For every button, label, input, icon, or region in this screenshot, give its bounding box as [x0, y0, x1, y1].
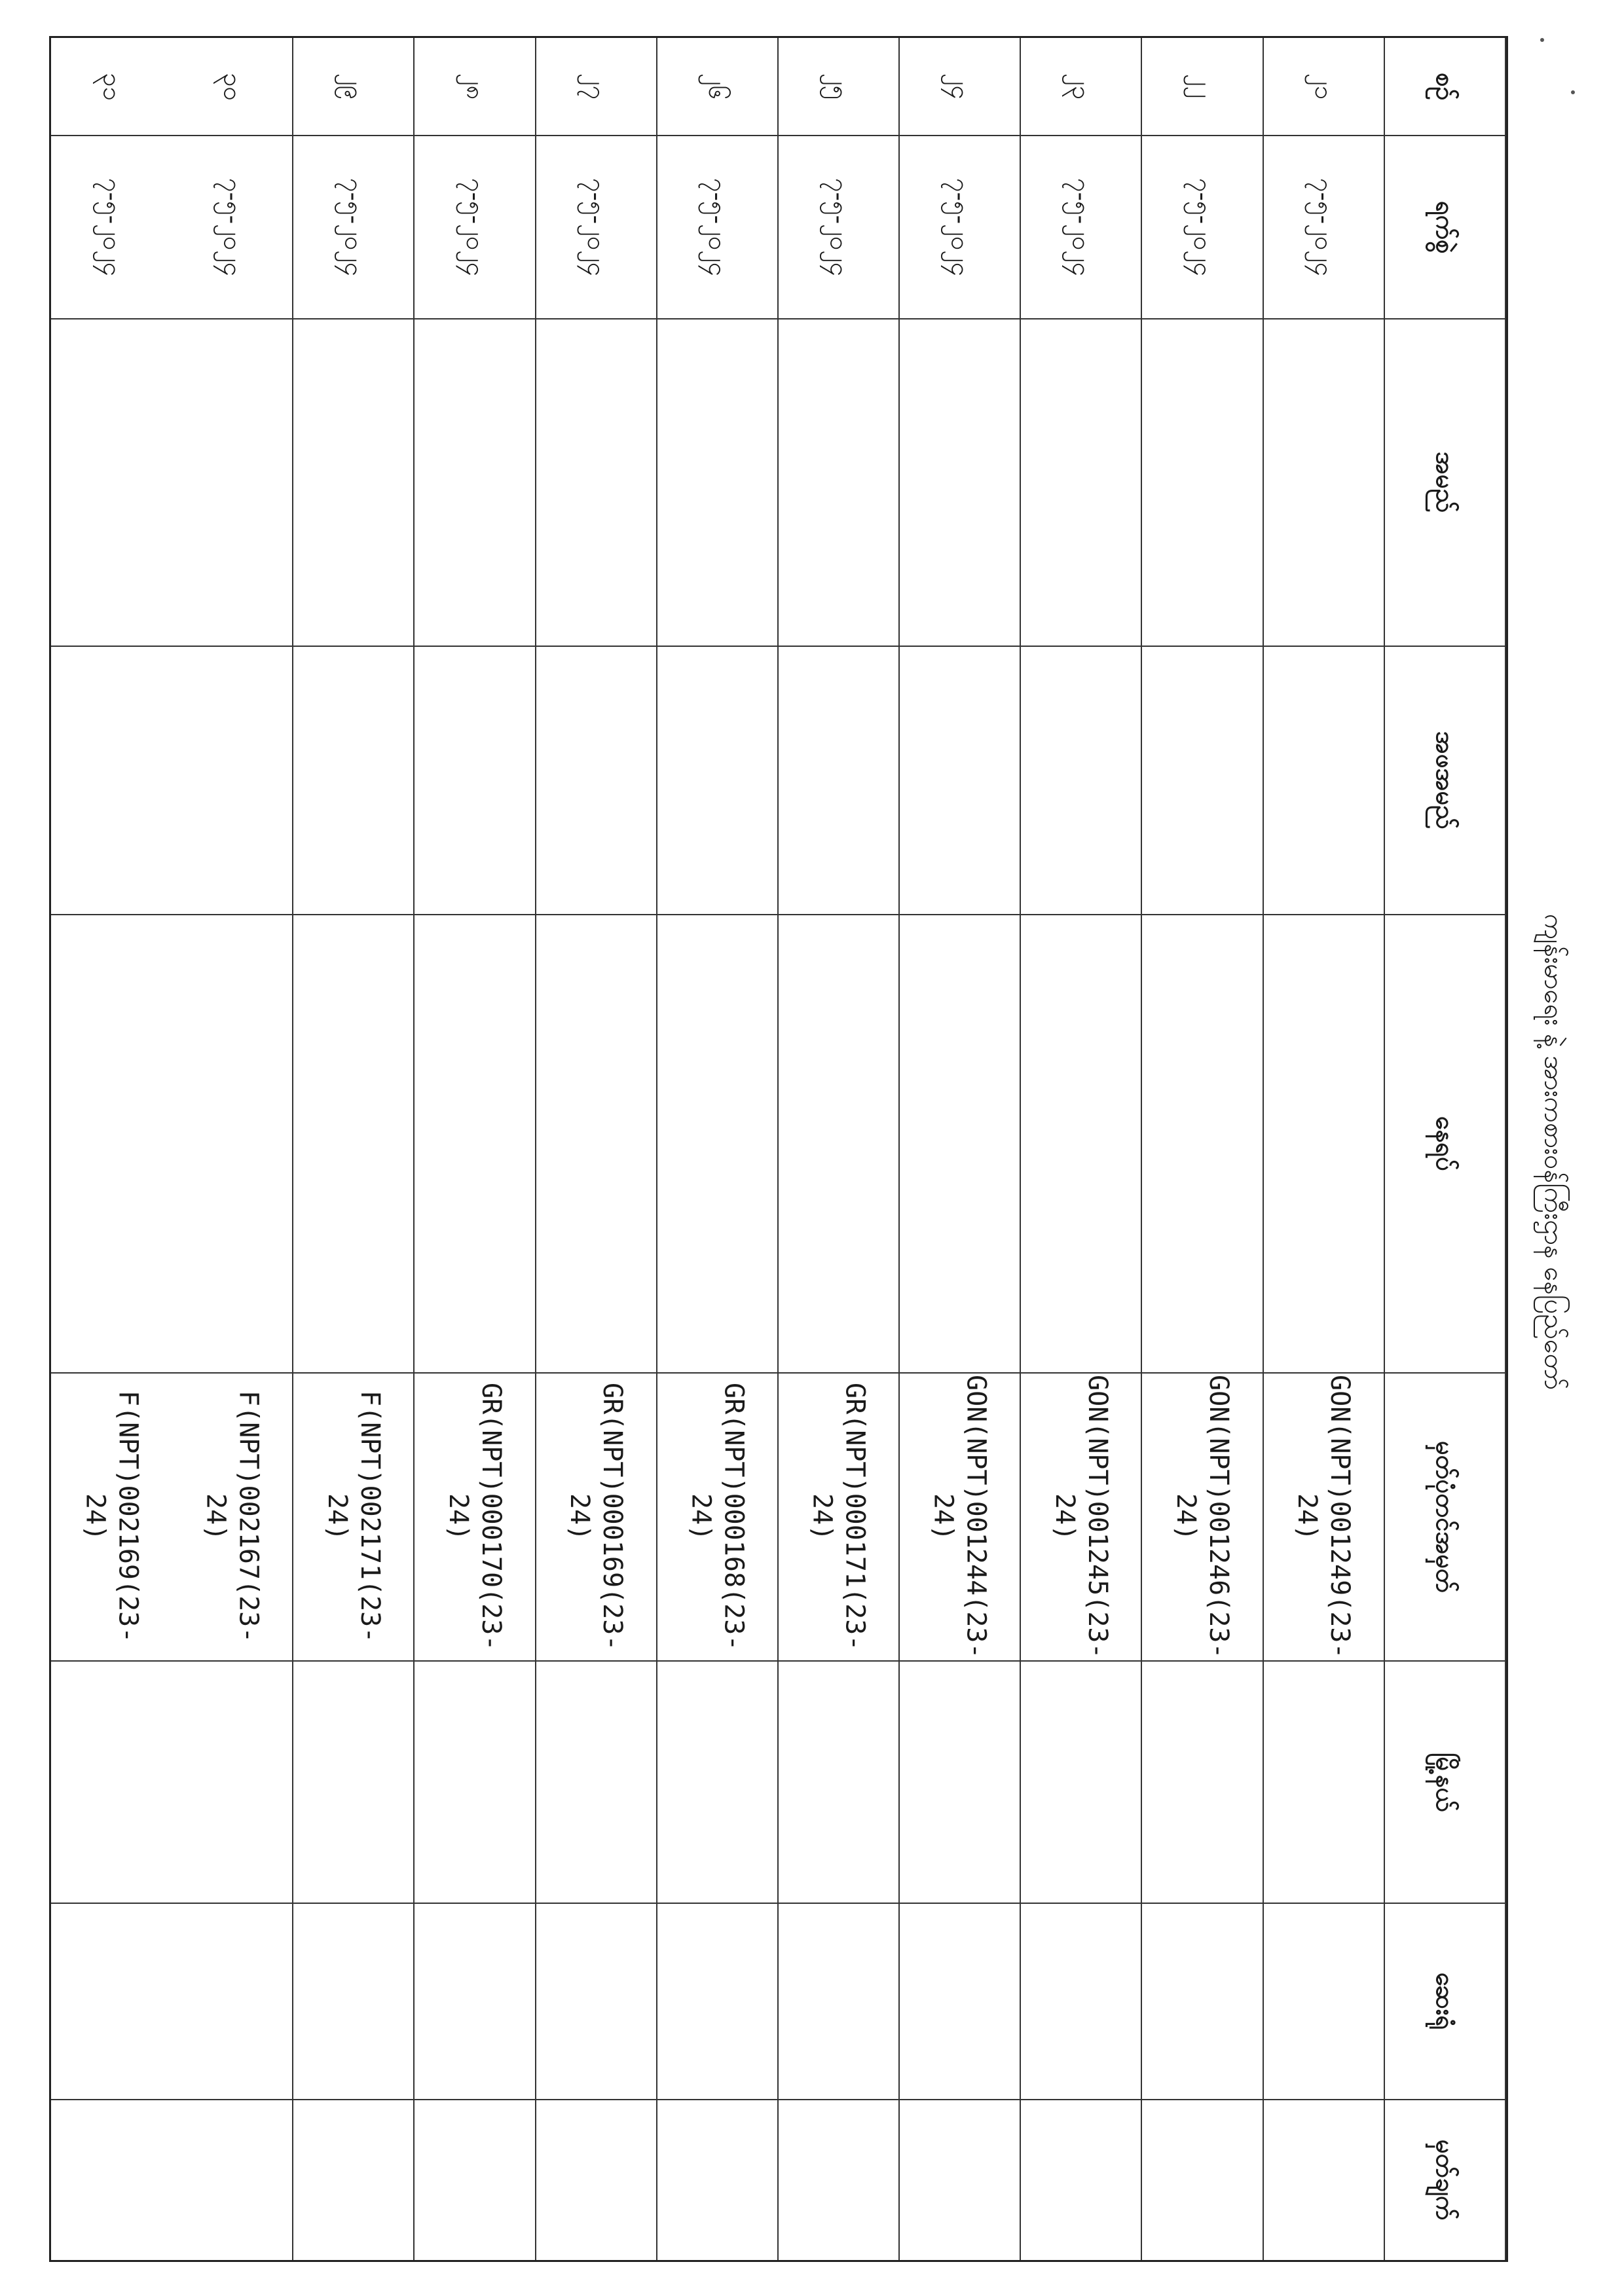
cell-office	[415, 1904, 536, 2099]
column-address	[51, 915, 1506, 1374]
cell-date: ၇-၅-၂၀၂၄	[657, 136, 779, 318]
cell-no: ၃၁	[98, 72, 127, 101]
header-office: ဆေးရုံ	[1385, 1904, 1506, 2099]
cell-township	[1264, 1662, 1385, 1903]
cell-record-no: GON(NPT)001249(23-24)	[1264, 1374, 1385, 1660]
cell-record-no: GR(NPT)000170(23-24)	[415, 1374, 536, 1660]
cell-name	[415, 319, 536, 646]
cell-remark	[1143, 2100, 1264, 2260]
cell-no: ၂၇	[536, 38, 657, 135]
header-no: စဉ်	[1385, 38, 1506, 135]
cell-remark	[172, 2100, 293, 2260]
cell-township	[536, 1662, 657, 1903]
cell-father	[657, 647, 779, 914]
cell-record-no: F(NPT)002169(23-24)	[80, 1391, 143, 1643]
scan-speck	[1540, 38, 1544, 42]
cell-township	[415, 1662, 536, 1903]
cell-address	[51, 915, 172, 1372]
cell-address	[172, 915, 293, 1372]
cell-name	[1264, 319, 1385, 646]
column-record-no	[51, 1374, 1506, 1662]
records-table	[49, 36, 1508, 2262]
cell-remark	[657, 2100, 779, 2260]
cell-address	[1143, 915, 1264, 1372]
cell-remark	[415, 2100, 536, 2260]
cell-record-no: GR(NPT)000171(23-24)	[779, 1374, 900, 1660]
cell-father	[293, 647, 415, 914]
cell-office	[1143, 1904, 1264, 2099]
cell-name	[900, 319, 1021, 646]
cell-father	[51, 647, 172, 914]
cell-township	[1143, 1662, 1264, 1903]
column-name	[51, 319, 1506, 647]
cell-name	[51, 319, 172, 646]
cell-address	[1264, 915, 1385, 1372]
cell-remark	[293, 2100, 415, 2260]
cell-address	[779, 915, 900, 1372]
cell-no: ၂၂	[1143, 38, 1264, 135]
cell-record-no: F(NPT)002171(23-24)	[293, 1374, 415, 1660]
cell-record-no: GON(NPT)001246(23-24)	[1143, 1374, 1264, 1660]
cell-office	[172, 1904, 293, 2099]
column-township	[51, 1662, 1506, 1904]
cell-date: ၇-၅-၂၀၂၄	[293, 136, 415, 318]
cell-office	[657, 1904, 779, 2099]
page-title: ကျန်းမာရေး နဲ့ အားကစားဝန်ကြီးဌာန နေပြည်တော်	[1538, 914, 1569, 1391]
cell-date: ၇-၅-၂၀၂၄	[536, 136, 657, 318]
cell-record-no: GON(NPT)001245(23-24)	[1021, 1374, 1142, 1660]
cell-father	[536, 647, 657, 914]
cell-no: ၂၃	[1021, 38, 1142, 135]
cell-township	[900, 1662, 1021, 1903]
cell-address	[293, 915, 415, 1372]
cell-remark	[1264, 2100, 1385, 2260]
cell-office	[536, 1904, 657, 2099]
cell-office	[900, 1904, 1021, 2099]
cell-father	[900, 647, 1021, 914]
cell-office	[779, 1904, 900, 2099]
cell-father	[1021, 647, 1142, 914]
cell-township	[657, 1662, 779, 1903]
cell-township	[293, 1662, 415, 1903]
cell-office	[51, 1904, 172, 2099]
cell-township	[51, 1662, 172, 1903]
cell-date: ၇-၅-၂၀၂၄	[98, 177, 127, 277]
column-no	[51, 38, 1506, 136]
cell-no: ၂၄	[900, 38, 1021, 135]
cell-name	[293, 319, 415, 646]
cell-address	[657, 915, 779, 1372]
header-father: အဖအမည်	[1385, 647, 1506, 914]
column-date	[51, 136, 1506, 319]
scan-speck	[1571, 90, 1575, 94]
cell-date: ၇-၅-၂၀၂၄	[1143, 136, 1264, 318]
cell-no: ၂၈	[415, 38, 536, 135]
cell-date: ၇-၅-၂၀၂၄	[415, 136, 536, 318]
cell-date: ၇-၅-၂၀၂၄	[1021, 136, 1142, 318]
cell-record-no: GON(NPT)001244(23-24)	[900, 1374, 1021, 1660]
header-township: မြို့နယ်	[1385, 1662, 1506, 1903]
cell-township	[1021, 1662, 1142, 1903]
cell-father	[779, 647, 900, 914]
header-record-no: မှတ်ပုံတင်အမှတ်	[1385, 1374, 1506, 1660]
cell-name	[779, 319, 900, 646]
cell-remark	[51, 2100, 172, 2260]
cell-township	[172, 1662, 293, 1903]
cell-office	[1264, 1904, 1385, 2099]
cell-date: ၇-၅-၂၀၂၄	[779, 136, 900, 318]
cell-name	[1021, 319, 1142, 646]
cell-remark	[779, 2100, 900, 2260]
cell-record-no: GR(NPT)000168(23-24)	[657, 1374, 779, 1660]
cell-name	[536, 319, 657, 646]
cell-date: ၇-၅-၂၀၂၄	[900, 136, 1021, 318]
cell-remark	[536, 2100, 657, 2260]
cell-address	[536, 915, 657, 1372]
cell-no: ၂၅	[779, 38, 900, 135]
cell-remark	[900, 2100, 1021, 2260]
cell-record-no: F(NPT)002167(23-24)	[172, 1374, 293, 1660]
cell-address	[415, 915, 536, 1372]
cell-name	[172, 319, 293, 646]
cell-record-no: GR(NPT)000169(23-24)	[536, 1374, 657, 1660]
cell-township	[779, 1662, 900, 1903]
cell-father	[1264, 647, 1385, 914]
cell-father	[1143, 647, 1264, 914]
cell-date: ၇-၅-၂၀၂၄	[1264, 136, 1385, 318]
cell-office	[293, 1904, 415, 2099]
column-father	[51, 647, 1506, 915]
header-remark: မှတ်ချက်	[1385, 2100, 1506, 2260]
cell-address	[900, 915, 1021, 1372]
cell-no: ၃၀	[172, 38, 293, 135]
cell-no: ၂၁	[1264, 38, 1385, 135]
header-name: အမည်	[1385, 319, 1506, 646]
cell-father	[415, 647, 536, 914]
header-date: ရက်စွဲ	[1385, 136, 1506, 318]
cell-name	[657, 319, 779, 646]
cell-address	[1021, 915, 1142, 1372]
cell-remark	[1021, 2100, 1142, 2260]
column-office	[51, 1904, 1506, 2100]
cell-no: ၂၆	[657, 38, 779, 135]
column-remark	[51, 2100, 1506, 2260]
header-address: နေရပ်	[1385, 915, 1506, 1372]
cell-name	[1143, 319, 1264, 646]
cell-office	[1021, 1904, 1142, 2099]
cell-no: ၂၉	[293, 38, 415, 135]
cell-father	[172, 647, 293, 914]
cell-date: ၇-၅-၂၀၂၄	[172, 136, 293, 318]
